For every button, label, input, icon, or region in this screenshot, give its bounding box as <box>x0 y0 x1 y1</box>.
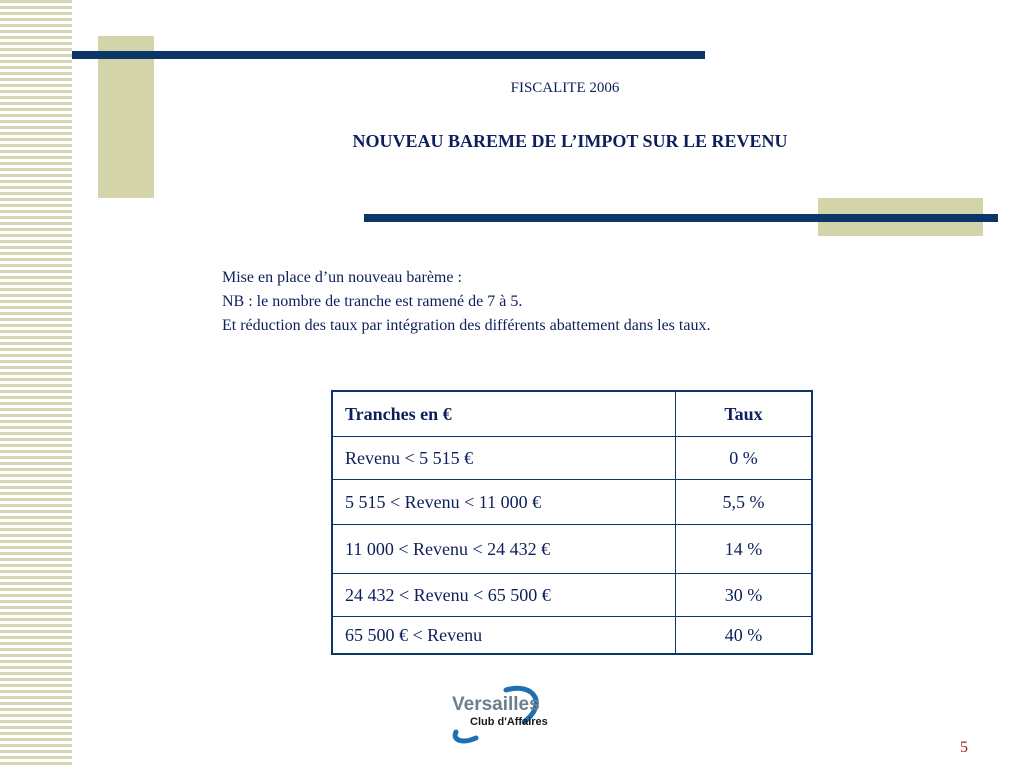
page-number: 5 <box>960 739 968 756</box>
intro-line: NB : le nombre de tranche est ramené de 7 à 5. <box>222 293 523 310</box>
column-header-tranches: Tranches en € <box>332 391 676 437</box>
table-row <box>332 574 812 617</box>
rate-cell: 0 % <box>676 437 813 480</box>
logo-text-club: Club d'Affaires <box>470 716 548 728</box>
rate-cell: 14 % <box>676 525 813 574</box>
column-header-taux: Taux <box>676 391 813 437</box>
rate-cell: 5,5 % <box>676 480 813 525</box>
intro-line: Et réduction des taux par intégration des différents abattement dans les taux. <box>222 317 711 334</box>
bracket-cell: 11 000 < Revenu < 24 432 € <box>332 525 676 574</box>
slide-subtitle: FISCALITE 2006 <box>510 80 620 96</box>
bracket-cell: 24 432 < Revenu < 65 500 € <box>332 574 676 617</box>
rate-cell: 30 % <box>676 574 813 617</box>
rate-cell: 40 % <box>676 617 813 655</box>
top-rule <box>72 51 705 59</box>
bracket-cell: Revenu < 5 515 € <box>332 437 676 480</box>
bracket-cell: 65 500 € < Revenu <box>332 617 676 655</box>
table-row <box>332 525 812 574</box>
table-row <box>332 617 812 655</box>
intro-line: Mise en place d’un nouveau barème : <box>222 269 462 286</box>
logo-text-versailles: Versailles <box>452 694 540 715</box>
decorative-block-top <box>98 36 154 198</box>
decorative-stripes <box>0 0 72 768</box>
middle-rule <box>364 214 998 222</box>
table-header-row <box>332 391 812 437</box>
versailles-club-logo <box>448 682 548 744</box>
bracket-cell: 5 515 < Revenu < 11 000 € <box>332 480 676 525</box>
table-row <box>332 480 812 525</box>
tax-bracket-table <box>331 390 813 655</box>
slide-title: NOUVEAU BAREME DE L’IMPOT SUR LE REVENU <box>352 131 788 151</box>
table-row <box>332 437 812 480</box>
intro-text <box>222 266 902 338</box>
